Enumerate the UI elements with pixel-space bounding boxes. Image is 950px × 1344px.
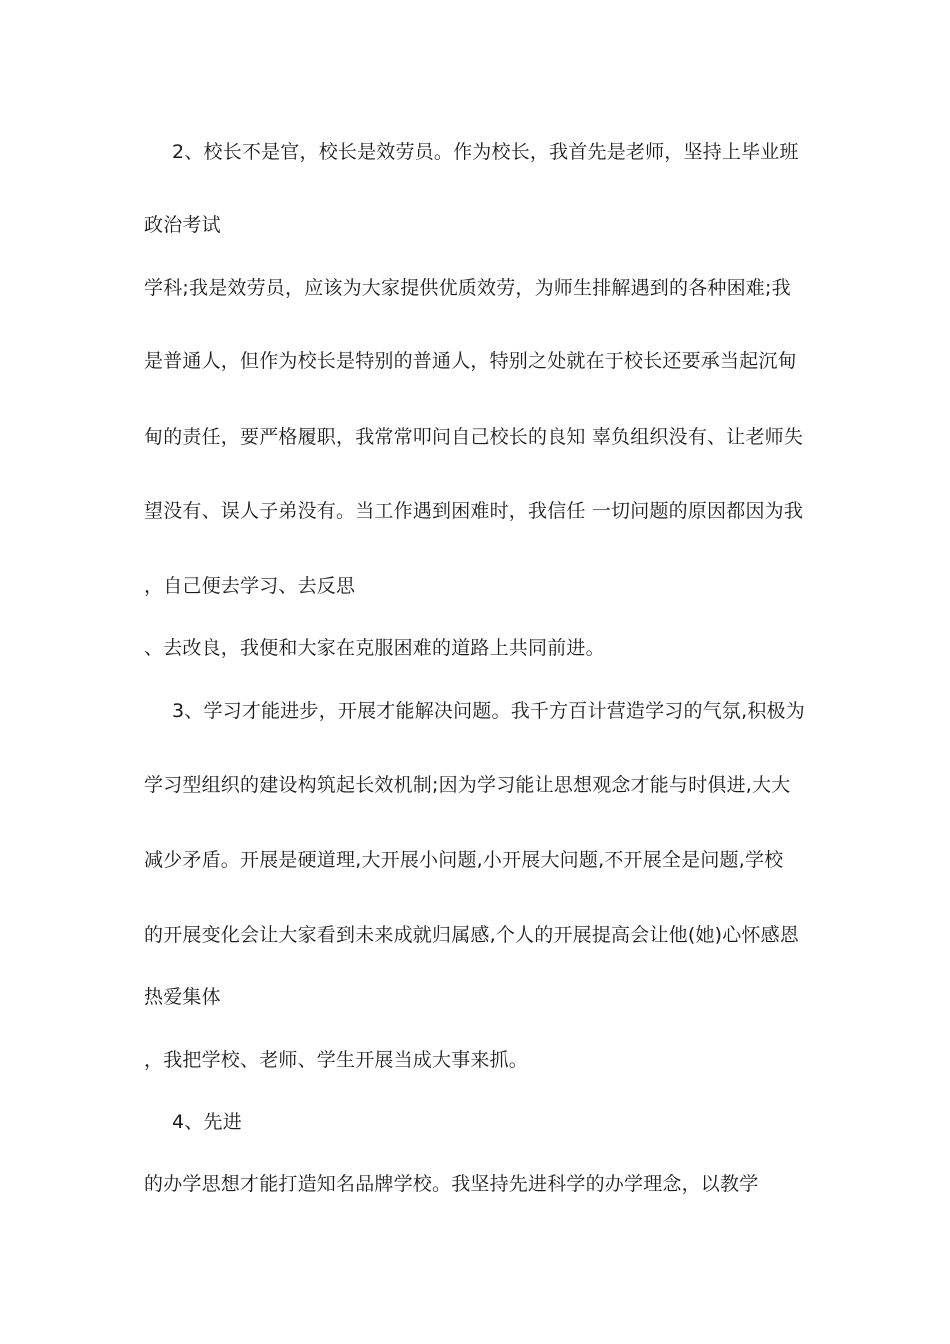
paragraph-2-line-4: 是普通人，但作为校长是特别的普通人，特别之处就在于校长还要承当起沉甸 <box>144 350 797 372</box>
paragraph-2-line-2: 政治考试 <box>144 214 221 236</box>
paragraph-3-line-6: ，我把学校、老师、学生开展当成大事来抓。 <box>144 1049 529 1071</box>
paragraph-3-line-3: 减少矛盾。开展是硬道理,大开展小问题,小开展大问题,不开展全是问题,学校 <box>144 849 784 871</box>
paragraph-3-line-5: 热爱集体 <box>144 986 221 1008</box>
paragraph-2-line-8: 、去改良，我便和大家在克服困难的道路上共同前进。 <box>144 637 605 659</box>
paragraph-3-line-2: 学习型组织的建设构筑起长效机制;因为学习能让思想观念才能与时俱进,大大 <box>144 774 791 796</box>
paragraph-4-line-2: 的办学思想才能打造知名品牌学校。我坚持先进科学的办学理念，以教学 <box>144 1173 759 1195</box>
paragraph-4-line-1: 4、先进 <box>172 1111 242 1133</box>
paragraph-2-line-1: 2、校长不是官，校长是效劳员。作为校长，我首先是老师，坚持上毕业班 <box>172 141 799 163</box>
paragraph-2-line-7: ，自己便去学习、去反思 <box>144 575 356 597</box>
paragraph-3-line-1: 3、学习才能进步，开展才能解决问题。我千方百计营造学习的气氛,积极为 <box>172 700 805 722</box>
paragraph-2-line-3: 学科;我是效劳员，应该为大家提供优质效劳，为师生排解遇到的各种困难;我 <box>144 277 791 299</box>
paragraph-2-line-6: 望没有、误人子弟没有。当工作遇到困难时，我信任 一切问题的原因都因为我 <box>144 500 804 522</box>
paragraph-3-line-4: 的开展变化会让大家看到未来成就归属感,个人的开展提高会让他(她)心怀感恩 <box>144 924 800 946</box>
paragraph-2-line-5: 甸的责任，要严格履职，我常常叩问自己校长的良知 辜负组织没有、让老师失 <box>144 426 804 448</box>
